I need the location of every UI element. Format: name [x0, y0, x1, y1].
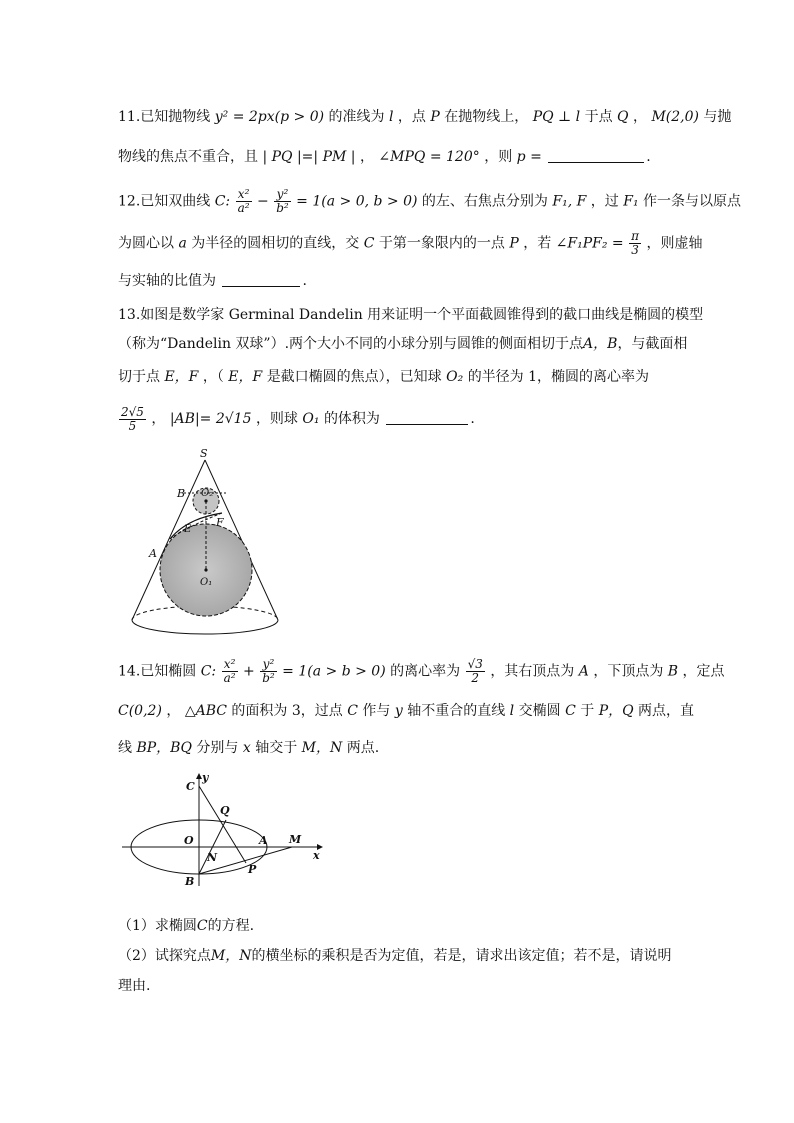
q14-text: （2）试探究点: [118, 948, 211, 964]
q11-point-M: M(2,0): [651, 109, 699, 125]
q14-text: （1）求椭圆: [118, 918, 197, 934]
q13-text: ，: [151, 411, 166, 427]
q12-text: 作一条与以原点: [643, 193, 742, 210]
q11-var-l: l: [388, 109, 394, 125]
q11-parabola-eq: y² = 2px(p > 0): [214, 109, 325, 125]
q14-var-B: B: [667, 663, 679, 680]
q12-line1: [118, 188, 741, 215]
q11-text: .: [646, 149, 651, 165]
q11-line1: [118, 107, 731, 127]
q13-points-AB: A，B: [583, 336, 618, 352]
q13-text: ，（: [202, 369, 224, 385]
q13-dandelin-figure: [126, 446, 286, 638]
q14-sub2-cont: [118, 976, 150, 996]
q14-var-x: x: [242, 740, 251, 756]
q11-text: ，: [359, 149, 374, 165]
q14-plus: +: [243, 663, 255, 680]
q14-text: 于: [580, 703, 595, 719]
q12-answer-blank[interactable]: [222, 272, 300, 287]
q13-line4: [118, 404, 475, 434]
label-Q: Q: [220, 804, 230, 817]
q14-sub1: [118, 916, 254, 936]
q13-text: （称为“Dandelin 双球”）.两个大小不同的小球分别与圆锥的侧面相切于点: [118, 336, 584, 352]
q12-text: 为半径的圆相切的直线，交: [191, 235, 360, 252]
q11-p-eq: p =: [516, 149, 542, 165]
q12-condition: = 1(a > 0, b > 0): [296, 193, 418, 210]
q12-angle: ∠F₁PF₂ =: [555, 235, 624, 252]
q12-text: 12.已知双曲线: [118, 193, 211, 210]
q12-text: 于第一象限内的一点: [378, 235, 505, 252]
q12-var-P: P: [509, 235, 519, 252]
q11-text: 于点: [584, 109, 613, 125]
q14-text: 的面积为 3，过点: [231, 703, 343, 719]
q14-text: ，下顶点为: [593, 663, 664, 680]
q11-line2: [118, 147, 651, 167]
q14-var-C3: C: [565, 703, 576, 719]
q13-text: .: [470, 411, 475, 427]
label-E: E: [184, 524, 192, 535]
q11-text: 物线的焦点不重合，且: [118, 149, 258, 165]
q14-text: 的横坐标的乘积是否为定值，若是，请求出该定值；若不是，请说明: [251, 948, 672, 964]
q13-ab-length: |AB|= 2√15: [169, 411, 252, 427]
label-y: y: [202, 771, 209, 784]
q13-points-EF: E，F: [164, 369, 199, 385]
q11-text: ，: [632, 109, 647, 125]
q13-answer-blank[interactable]: [386, 410, 468, 425]
q11-text: 在抛物线上，: [444, 109, 529, 125]
q12-foci: F₁, F: [552, 193, 587, 210]
q14-text: 线: [118, 740, 132, 756]
q14-text: 轴不重合的直线: [407, 703, 506, 719]
q14-text: 作与: [362, 703, 391, 719]
q12-text: ，过: [590, 193, 619, 210]
label-N: N: [207, 851, 218, 864]
q13-text: ，则球: [255, 411, 298, 427]
q13-text: ，与截面相: [617, 336, 688, 352]
label-O: O: [184, 834, 194, 847]
point-O2: [204, 499, 207, 502]
q14-var-A: A: [578, 663, 589, 680]
q14-text: 的方程.: [207, 918, 255, 934]
q12-text: .: [302, 273, 307, 289]
label-C: C: [186, 780, 195, 793]
q12-text: 的左、右焦点分别为: [421, 193, 548, 210]
q12-var-C: C:: [214, 193, 231, 210]
label-M: M: [289, 833, 302, 846]
q14-text: 14.已知椭圆: [118, 663, 197, 680]
label-O2: O₂: [201, 488, 214, 499]
q11-var-Q: Q: [617, 109, 629, 125]
q13-sphere-O2: O₂: [446, 369, 464, 385]
q12-var-C2: C: [363, 235, 375, 252]
q13-eccentricity: $\frac{2√5}{5}$: [121, 404, 144, 433]
q14-var-C: C:: [200, 663, 217, 680]
q14-frac-y: $\frac{\text{y²}}{\text{b²}}$: [262, 657, 275, 685]
q12-minus: −: [257, 193, 269, 210]
q14-lines-BP-BQ: BP，BQ: [136, 740, 192, 756]
q12-frac-pi: $\frac{\pi}{3}$: [631, 229, 639, 257]
q11-var-P: P: [430, 109, 440, 125]
q14-var-C4: C: [196, 918, 208, 934]
q11-text: ，则: [484, 149, 513, 165]
q14-points-PQ: P，Q: [598, 703, 634, 719]
cone-base-front: [132, 620, 278, 634]
label-A: A: [149, 547, 157, 560]
q14-line3: [118, 738, 379, 758]
q11-perp-cond: PQ ⊥ l: [532, 109, 581, 125]
label-F: F: [216, 516, 224, 529]
q12-frac-x: $\frac{\text{x²}}{\text{a²}}$: [237, 187, 250, 215]
q14-eccentricity: $\frac{√3}{2}$: [467, 657, 483, 685]
q14-text: 两点.: [346, 740, 380, 756]
q12-text: 与实轴的比值为: [118, 273, 216, 289]
q14-text: ，其右顶点为: [490, 663, 575, 680]
q14-line2: [118, 701, 694, 721]
q14-text: 分别与: [196, 740, 239, 756]
q14-text: 轴交于: [255, 740, 298, 756]
q13-text: 的半径为 1，椭圆的离心率为: [467, 369, 650, 385]
q13-line1: [118, 305, 703, 325]
label-x: x: [313, 849, 320, 862]
q14-sub2: [118, 946, 672, 966]
q14-line1: [118, 658, 725, 685]
label-O1: O₁: [200, 577, 213, 588]
q11-answer-blank[interactable]: [548, 148, 644, 163]
q13-text: 是截口椭圆的焦点），已知球: [266, 369, 442, 385]
q14-ellipse-figure: [122, 770, 332, 890]
q14-var-l: l: [509, 703, 515, 719]
q12-text: ，若: [523, 235, 552, 252]
q11-angle: ∠MPQ = 120°: [378, 149, 480, 165]
q11-text: 11.已知抛物线: [118, 109, 211, 125]
label-B: B: [185, 875, 195, 888]
q14-frac-x: $\frac{\text{x²}}{\text{a²}}$: [223, 657, 236, 685]
q12-text: ，则虚轴: [646, 235, 703, 252]
q14-triangle: △ABC: [184, 703, 227, 719]
label-S: S: [200, 447, 208, 460]
q14-point-C: C(0,2): [118, 703, 162, 719]
q14-var-y: y: [394, 703, 403, 719]
q13-text: 切于点: [118, 369, 160, 385]
q14-text: 两点，直: [638, 703, 695, 719]
q11-text: 的准线为: [328, 109, 385, 125]
point-O1: [204, 568, 207, 571]
q12-var-F1: F₁: [623, 193, 639, 210]
q14-text: 的离心率为: [390, 663, 461, 680]
q14-text: 交椭圆: [518, 703, 561, 719]
q12-line2: [118, 230, 702, 257]
label-A: A: [259, 834, 268, 847]
q14-text: ，: [166, 703, 181, 719]
q12-var-a: a: [178, 235, 187, 252]
q14-text: 理由.: [118, 978, 151, 994]
q12-line3: [118, 271, 307, 291]
q12-text: 为圆心以: [118, 235, 174, 252]
q13-sphere-O1: O₁: [302, 411, 320, 427]
q13-text: 的体积为: [323, 411, 380, 427]
label-B: B: [177, 487, 186, 500]
q13-line2: [118, 334, 687, 354]
q14-text: ，定点: [682, 663, 725, 680]
q13-line3: [118, 367, 649, 387]
q14-condition: = 1(a > b > 0): [282, 663, 386, 680]
q14-var-C2: C: [347, 703, 358, 719]
q11-text: 与抛: [703, 109, 732, 125]
q14-points-MN: M，N: [301, 740, 343, 756]
q12-frac-y: $\frac{\text{y²}}{\text{b²}}$: [276, 187, 289, 215]
q11-text: ，点: [397, 109, 426, 125]
q11-length-eq: | PQ |=| PM |: [262, 149, 356, 165]
q14-points-MN2: M，N: [210, 948, 252, 964]
q13-text: 13.如图是数学家 Germinal Dandelin 用来证明一个平面截圆锥得到的截口曲线是椭圆的模型: [118, 307, 704, 323]
label-P: P: [248, 863, 257, 876]
q13-points-EF2: E，F: [228, 369, 263, 385]
